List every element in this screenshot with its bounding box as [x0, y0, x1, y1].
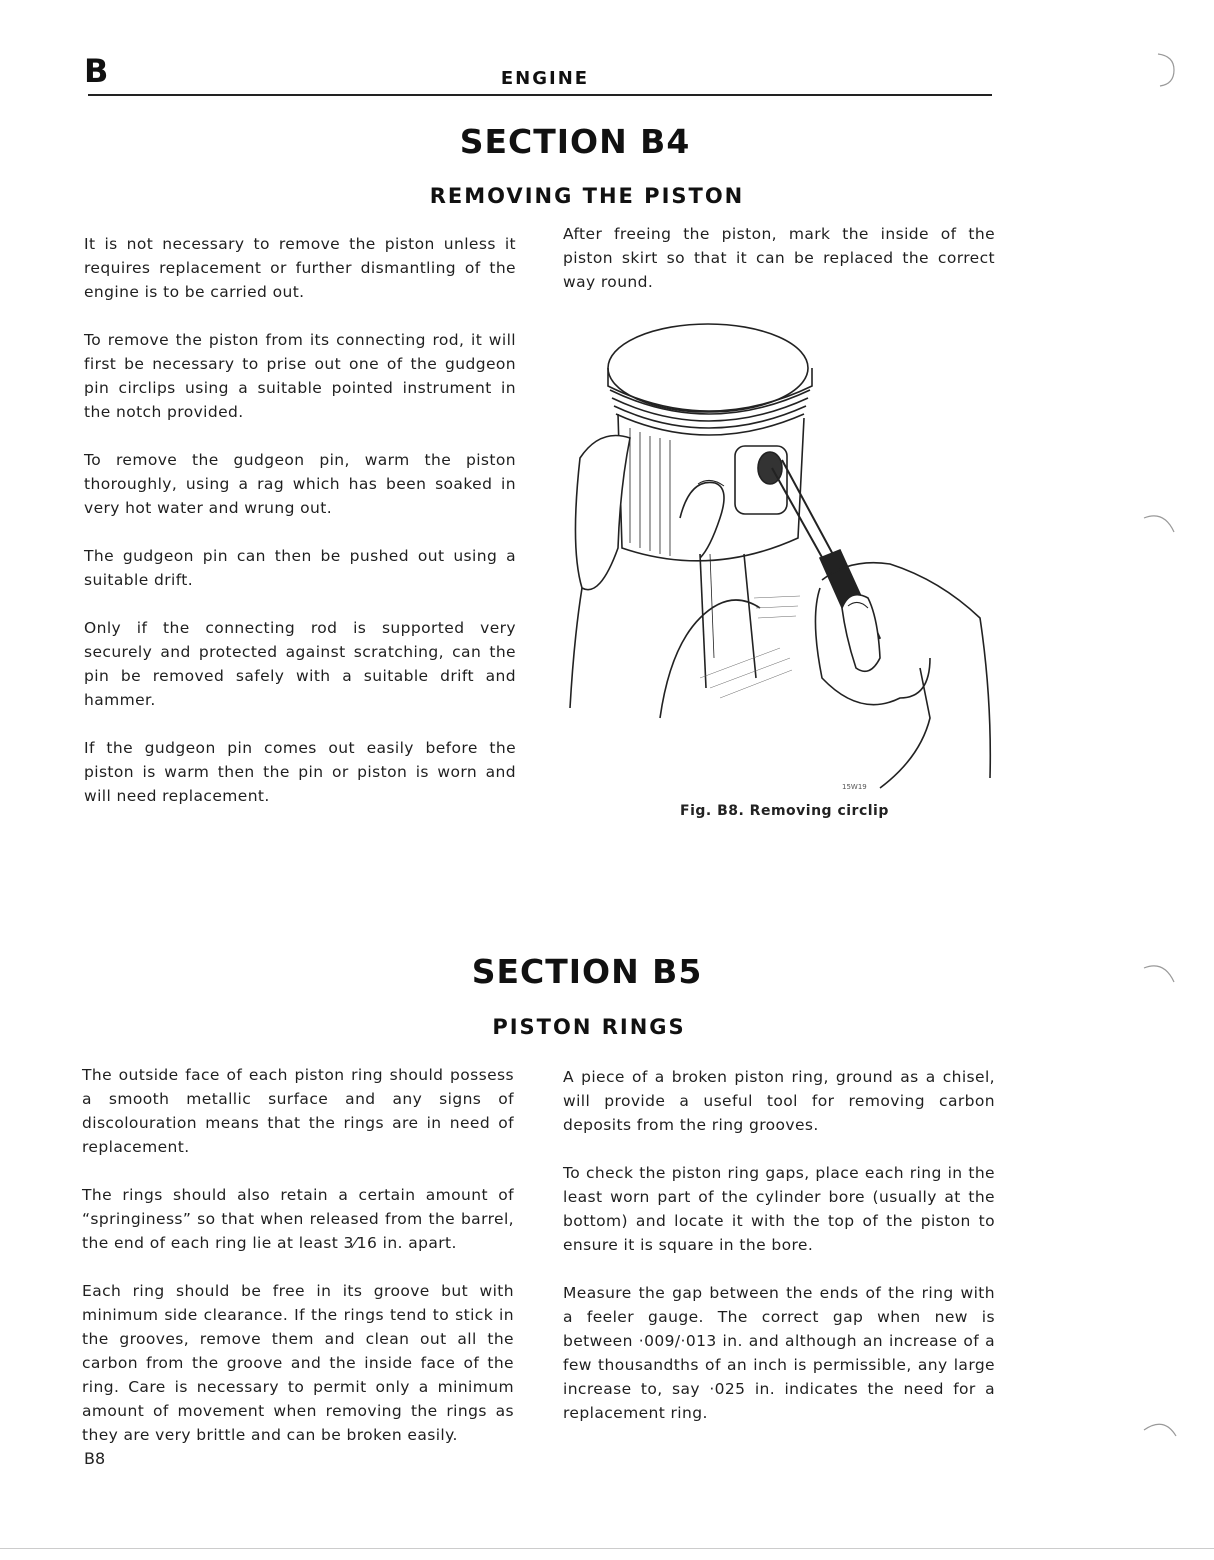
paragraph: A piece of a broken piston ring, ground as a chisel, will provide a useful tool for removing carbon deposits from the ring grooves. — [563, 1068, 995, 1134]
running-title: ENGINE — [500, 68, 590, 89]
paragraph: The gudgeon pin can then be pushed out using a suitable drift. — [84, 547, 516, 589]
figure-art-number: 15W19 — [842, 783, 867, 791]
binding-hole-mark — [1140, 508, 1180, 548]
paragraph: If the gudgeon pin comes out easily before the piston is warm then the pin or piston is worn and will need replacement. — [84, 739, 516, 805]
paragraph: It is not necessary to remove the piston unless it requires replacement or further dismantling of the engine is to be carried out. — [84, 235, 516, 301]
page-edge-rule — [0, 1548, 1214, 1549]
section-letter: B — [84, 52, 109, 90]
header-rule — [88, 94, 992, 96]
paragraph: The rings should also retain a certain amount of “springiness” so that when released from the barrel, the end of each ring lie at least 3⁄16 in. apart. — [82, 1186, 514, 1252]
section-b5-left-column — [82, 1063, 514, 1471]
page-number: B8 — [84, 1449, 106, 1468]
paragraph: Measure the gap between the ends of the ring with a feeler gauge. The correct gap when new is between ·009/·013 in. and although an increase of a few thousandths of an inch is permissible, any large increase to, say ·025 in. indicates the need for a replacement ring. — [563, 1284, 995, 1422]
section-b5-title: SECTION B5 — [471, 952, 703, 991]
section-b5-subtitle: PISTON RINGS — [492, 1015, 686, 1039]
section-b4-title: SECTION B4 — [459, 122, 691, 161]
paragraph: To remove the piston from its connecting rod, it will first be necessary to prise out one of the gudgeon pin circlips using a suitable pointed instrument in the notch provided. — [84, 331, 516, 421]
paragraph: To check the piston ring gaps, place each ring in the least worn part of the cylinder bore (usually at the bottom) and locate it with the top of the piston to ensure it is square in the bore. — [563, 1164, 995, 1254]
section-b5-right-column — [563, 1065, 995, 1449]
binding-hole-mark — [1140, 1416, 1180, 1456]
paragraph: After freeing the piston, mark the inside of the piston skirt so that it can be replaced the correct way round. — [563, 225, 995, 291]
section-b4-left-column — [84, 232, 516, 832]
section-b4-subtitle: REMOVING THE PISTON — [429, 184, 745, 208]
paragraph: To remove the gudgeon pin, warm the piston thoroughly, using a rag which has been soaked in very hot water and wrung out. — [84, 451, 516, 517]
paragraph: The outside face of each piston ring should possess a smooth metallic surface and any signs of discolouration means that the rings are in need of replacement. — [82, 1066, 514, 1156]
paragraph: Only if the connecting rod is supported very securely and protected against scratching, can the pin be removed safely with a suitable drift and hammer. — [84, 619, 516, 709]
piston-circlip-illustration — [560, 318, 1000, 798]
section-b4-right-column — [563, 222, 995, 318]
paragraph: Each ring should be free in its groove but with minimum side clearance. If the rings tend to stick in the grooves, remove them and clean out all the carbon from the groove and the inside face of the ring. Care is necessary to permit only a minimum amount of movement when removing the rings as they are very brittle and can be broken easily. — [82, 1282, 514, 1444]
binding-hole-mark — [1140, 48, 1180, 88]
figure-caption: Fig. B8. Removing circlip — [680, 803, 889, 819]
